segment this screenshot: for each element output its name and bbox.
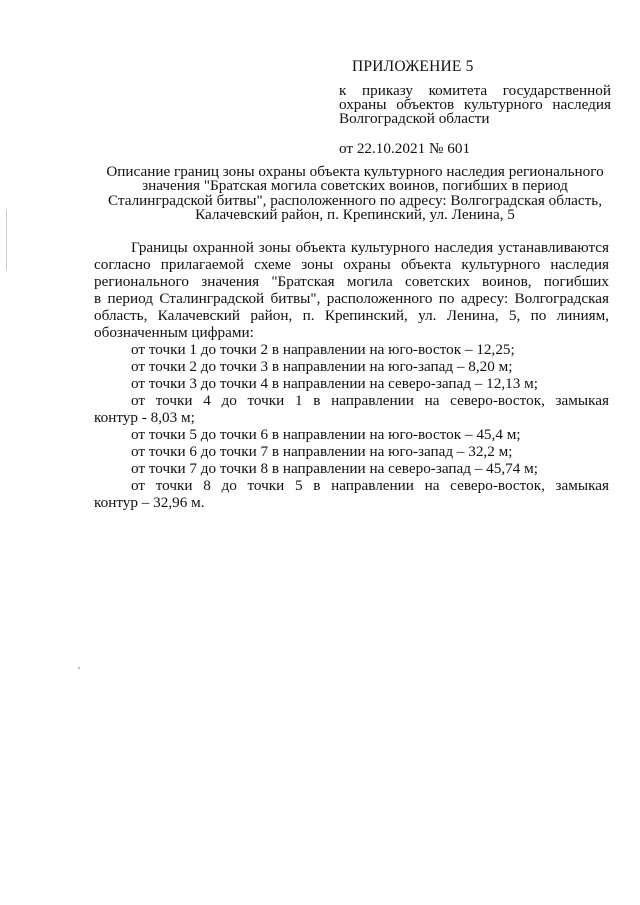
appendix-line: Волгоградской области — [339, 110, 490, 127]
segment-line: от точки 8 до точки 5 в направлении на северо-восток, замыкая — [131, 477, 609, 494]
heading-line: Калачевский район, п. Крепинский, ул. Ленина, 5 — [195, 205, 515, 223]
paragraph-line: регионального значения "Братская могила советских воинов, погибших — [94, 273, 609, 290]
appendix-reference — [339, 84, 611, 126]
segment-line: от точки 5 до точки 6 в направлении на юго-восток – 45,4 м; — [131, 426, 521, 443]
paragraph-line: в период Сталинградской битвы", расположенного по адресу: Волгоградская — [94, 290, 609, 307]
segment-line: контур – 32,96 м. — [94, 494, 205, 511]
document-heading — [90, 165, 620, 222]
heading-line: Описание границ зоны охраны объекта культурного наследия регионального — [106, 163, 604, 180]
segment-line: от точки 4 до точки 1 в направлении на северо-восток, замыкая — [131, 392, 609, 409]
segment-line: от точки 1 до точки 2 в направлении на юго-восток – 12,25; — [131, 341, 515, 358]
paragraph-line: область, Калачевский район, п. Крепинский, ул. Ленина, 5, по линиям, — [94, 307, 609, 324]
appendix-date: от 22.10.2021 № 601 — [339, 140, 471, 157]
heading-line: Сталинградской битвы", расположенного по адресу: Волгоградская область, — [107, 191, 603, 209]
paragraph-line: Границы охранной зоны объекта культурного наследия устанавливаются — [131, 239, 609, 256]
scan-dust-mark — [78, 667, 80, 669]
segment-line: от точки 6 до точки 7 в направлении на юго-запад – 32,2 м; — [131, 443, 513, 460]
document-body — [94, 239, 609, 511]
paragraph-line: согласно прилагаемой схеме зоны охраны объекта культурного наследия — [94, 256, 609, 273]
segment-line: от точки 2 до точки 3 в направлении на юго-запад – 8,20 м; — [131, 358, 513, 375]
heading-line: значения "Братская могила советских воинов, погибших в период — [142, 177, 568, 195]
scan-edge-mark — [6, 210, 7, 270]
appendix-title: ПРИЛОЖЕНИЕ 5 — [352, 58, 474, 75]
appendix-line: к приказу комитета государственной — [339, 82, 611, 99]
paragraph-line: обозначенным цифрами: — [94, 324, 254, 341]
segment-line: от точки 7 до точки 8 в направлении на северо-запад – 45,74 м; — [131, 460, 538, 477]
segment-line: контур - 8,03 м; — [94, 409, 195, 426]
segment-line: от точки 3 до точки 4 в направлении на северо-запад – 12,13 м; — [131, 375, 538, 392]
appendix-line: охраны объектов культурного наследия — [339, 96, 611, 113]
